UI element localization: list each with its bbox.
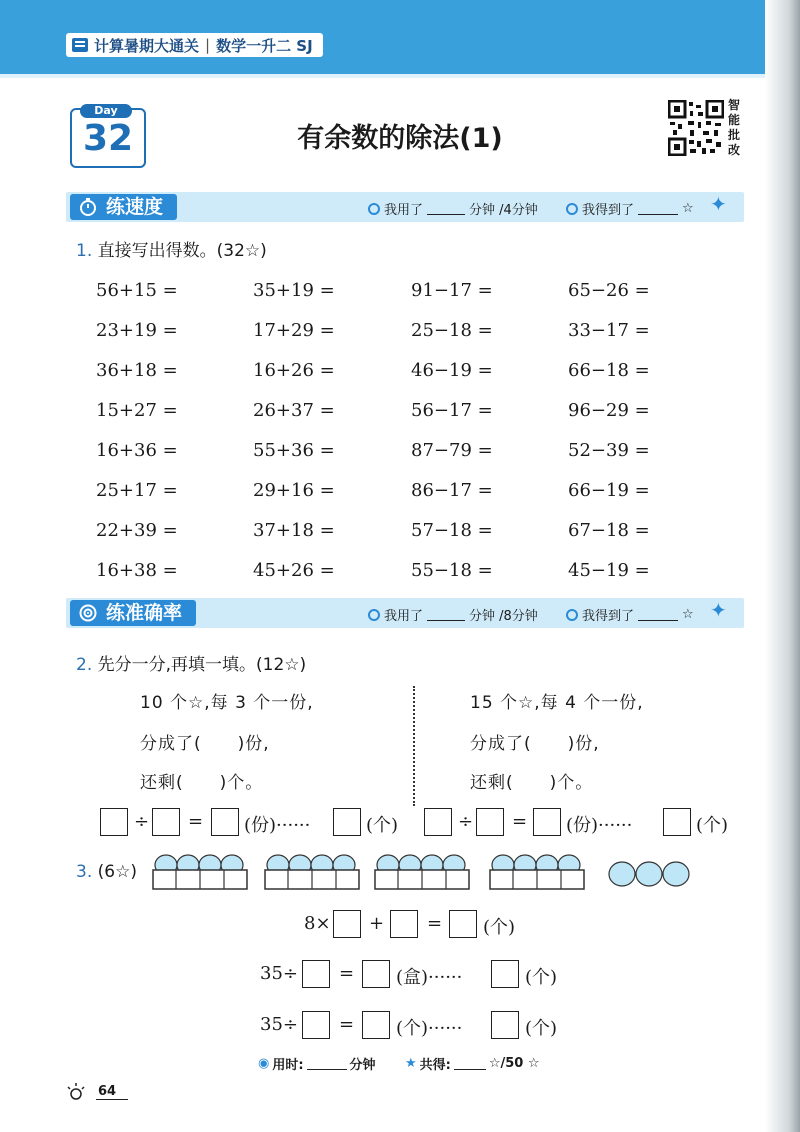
time-suffix: 分钟 /8分钟	[469, 609, 538, 624]
time-prefix: 我用了	[384, 203, 424, 218]
clock-icon: ◉	[258, 1056, 270, 1071]
question-2-number: 2.	[76, 655, 93, 675]
page-number: 64	[96, 1084, 128, 1100]
question-1-heading	[76, 236, 267, 261]
section-accuracy-time	[368, 605, 538, 624]
equals-sign: =	[188, 811, 204, 832]
series-subject: 数学一升二 SJ	[216, 36, 313, 55]
equation-item: 66−19 =	[568, 480, 650, 501]
score-suffix: ☆	[682, 201, 694, 216]
question-2-right-line: 15 个☆,每 4 个一份,	[470, 693, 644, 713]
eq1-unit: (个)	[483, 917, 516, 938]
footer-time-blank[interactable]	[307, 1057, 347, 1070]
star-icon: ★	[405, 1056, 417, 1071]
equation-item: 46−19 =	[411, 360, 493, 381]
qr-caption-char: 智	[728, 98, 741, 112]
score-blank[interactable]	[638, 608, 678, 621]
equals-sign: =	[339, 963, 355, 984]
question-2-left-line: 还剩( )个。	[140, 773, 264, 793]
star-decoration-icon: ✦	[710, 598, 727, 622]
section-speed-score	[566, 199, 694, 218]
unit-portion: (份)······	[566, 815, 633, 836]
equation-item: 25+17 =	[96, 480, 178, 501]
footer-time-unit: 分钟	[349, 1058, 376, 1073]
loose-peaches-icon	[606, 858, 692, 890]
answer-box[interactable]	[362, 1011, 390, 1039]
day-label: Day	[80, 104, 132, 118]
question-3-number: 3.	[76, 862, 93, 882]
target-icon	[79, 604, 97, 622]
time-blank[interactable]	[427, 202, 465, 215]
equation-item: 15+27 =	[96, 400, 178, 421]
clock-icon	[368, 203, 380, 215]
divide-sign: ÷	[134, 811, 150, 832]
peach-box-icon	[372, 852, 472, 892]
equation-item: 17+29 =	[253, 320, 335, 341]
answer-box[interactable]	[449, 910, 477, 938]
equation-item: 29+16 =	[253, 480, 335, 501]
section-speed-title: 练速度	[106, 196, 164, 218]
equation-item: 65−26 =	[568, 280, 650, 301]
column-divider	[413, 686, 415, 806]
footer-total	[405, 1054, 540, 1073]
question-1-number: 1.	[76, 241, 93, 261]
equation-item: 55+36 =	[253, 440, 335, 461]
score-prefix: 我得到了	[582, 203, 635, 218]
equation-item: 86−17 =	[411, 480, 493, 501]
equation-item: 56−17 =	[411, 400, 493, 421]
answer-box[interactable]	[424, 808, 452, 836]
equation-item: 67−18 =	[568, 520, 650, 541]
unit-portion: (份)······	[244, 815, 311, 836]
check-icon	[566, 203, 578, 215]
eq3-unit-end: (个)	[525, 1018, 558, 1039]
clock-icon	[368, 609, 380, 621]
answer-box[interactable]	[491, 960, 519, 988]
answer-box[interactable]	[533, 808, 561, 836]
equation-item: 25−18 =	[411, 320, 493, 341]
time-prefix: 我用了	[384, 609, 424, 624]
unit-item: (个)	[366, 815, 399, 836]
eq3-unit-mid: (个)······	[396, 1018, 463, 1039]
equation-item: 57−18 =	[411, 520, 493, 541]
section-speed-label	[70, 194, 177, 220]
answer-box[interactable]	[491, 1011, 519, 1039]
page-title: 有余数的除法(1)	[297, 123, 503, 154]
footer-total-blank[interactable]	[454, 1057, 486, 1070]
qr-code-icon[interactable]	[668, 100, 724, 156]
plus-sign: +	[369, 913, 385, 934]
peach-box-icon	[487, 852, 587, 892]
answer-box[interactable]	[663, 808, 691, 836]
section-accuracy-title: 练准确率	[106, 602, 183, 624]
question-2-right-line: 还剩( )个。	[470, 773, 594, 793]
page-edge-shadow	[765, 0, 800, 1132]
banner-divider	[0, 74, 800, 78]
footer-time	[258, 1054, 376, 1073]
eq2-unit-end: (个)	[525, 967, 558, 988]
time-suffix: 分钟 /4分钟	[469, 203, 538, 218]
footer-time-label: 用时:	[272, 1058, 304, 1073]
equation-item: 91−17 =	[411, 280, 493, 301]
peach-box-icon	[262, 852, 362, 892]
page-number-area	[66, 1082, 128, 1102]
series-separator: |	[205, 36, 211, 54]
equation-item: 52−39 =	[568, 440, 650, 461]
question-2-left-line: 10 个☆,每 3 个一份,	[140, 693, 314, 713]
equation-item: 45+26 =	[253, 560, 335, 581]
qr-caption	[728, 98, 742, 158]
equals-sign: =	[512, 811, 528, 832]
answer-box[interactable]	[362, 960, 390, 988]
book-icon	[72, 38, 88, 52]
equation-item: 45−19 =	[568, 560, 650, 581]
question-2-left-line: 分成了( )份,	[140, 734, 270, 754]
footer-total-label: 共得:	[419, 1058, 451, 1073]
eq3-prefix: 35÷	[260, 1014, 298, 1035]
equation-item: 36+18 =	[96, 360, 178, 381]
equation-item: 37+18 =	[253, 520, 335, 541]
equation-item: 66−18 =	[568, 360, 650, 381]
divide-sign: ÷	[458, 811, 474, 832]
answer-box[interactable]	[302, 960, 330, 988]
eq1-prefix: 8×	[304, 913, 331, 934]
equation-item: 96−29 =	[568, 400, 650, 421]
day-number: 32	[82, 118, 134, 159]
answer-box[interactable]	[302, 1011, 330, 1039]
section-accuracy-label	[70, 600, 196, 626]
qr-caption-char: 能	[728, 113, 741, 127]
qr-caption-char: 批	[728, 128, 741, 142]
equation-item: 87−79 =	[411, 440, 493, 461]
unit-item: (个)	[696, 815, 729, 836]
answer-box[interactable]	[476, 808, 504, 836]
answer-box[interactable]	[333, 808, 361, 836]
equation-item: 55−18 =	[411, 560, 493, 581]
question-3-heading	[76, 862, 137, 882]
star-decoration-icon: ✦	[710, 192, 727, 216]
equation-item: 33−17 =	[568, 320, 650, 341]
equation-item: 22+39 =	[96, 520, 178, 541]
answer-box[interactable]	[333, 910, 361, 938]
score-blank[interactable]	[638, 202, 678, 215]
equation-item: 35+19 =	[253, 280, 335, 301]
equals-sign: =	[427, 913, 443, 934]
eq2-unit-mid: (盒)······	[396, 967, 463, 988]
answer-box[interactable]	[390, 910, 418, 938]
equals-sign: =	[339, 1014, 355, 1035]
stopwatch-icon	[79, 198, 97, 216]
equation-item: 16+36 =	[96, 440, 178, 461]
section-speed-time	[368, 199, 538, 218]
question-1-text: 直接写出得数。(32☆)	[97, 241, 267, 261]
answer-box[interactable]	[152, 808, 180, 836]
series-name: 计算暑期大通关	[94, 36, 200, 55]
series-title	[66, 33, 323, 57]
sun-icon	[66, 1082, 92, 1102]
equation-item: 56+15 =	[96, 280, 178, 301]
time-blank[interactable]	[427, 608, 465, 621]
answer-box[interactable]	[100, 808, 128, 836]
equation-item: 23+19 =	[96, 320, 178, 341]
eq2-prefix: 35÷	[260, 963, 298, 984]
equation-item: 16+38 =	[96, 560, 178, 581]
section-accuracy-score	[566, 605, 694, 624]
qr-caption-char: 改	[728, 143, 741, 157]
question-2-right-line: 分成了( )份,	[470, 734, 600, 754]
question-3-points: (6☆)	[97, 862, 137, 882]
equation-item: 26+37 =	[253, 400, 335, 421]
question-2-heading	[76, 650, 306, 675]
footer-total-suffix: ☆/50 ☆	[488, 1056, 540, 1071]
question-2-text: 先分一分,再填一填。(12☆)	[97, 655, 307, 675]
score-prefix: 我得到了	[582, 609, 635, 624]
check-icon	[566, 609, 578, 621]
score-suffix: ☆	[682, 607, 694, 622]
answer-box[interactable]	[211, 808, 239, 836]
equation-item: 16+26 =	[253, 360, 335, 381]
peach-box-icon	[150, 852, 250, 892]
